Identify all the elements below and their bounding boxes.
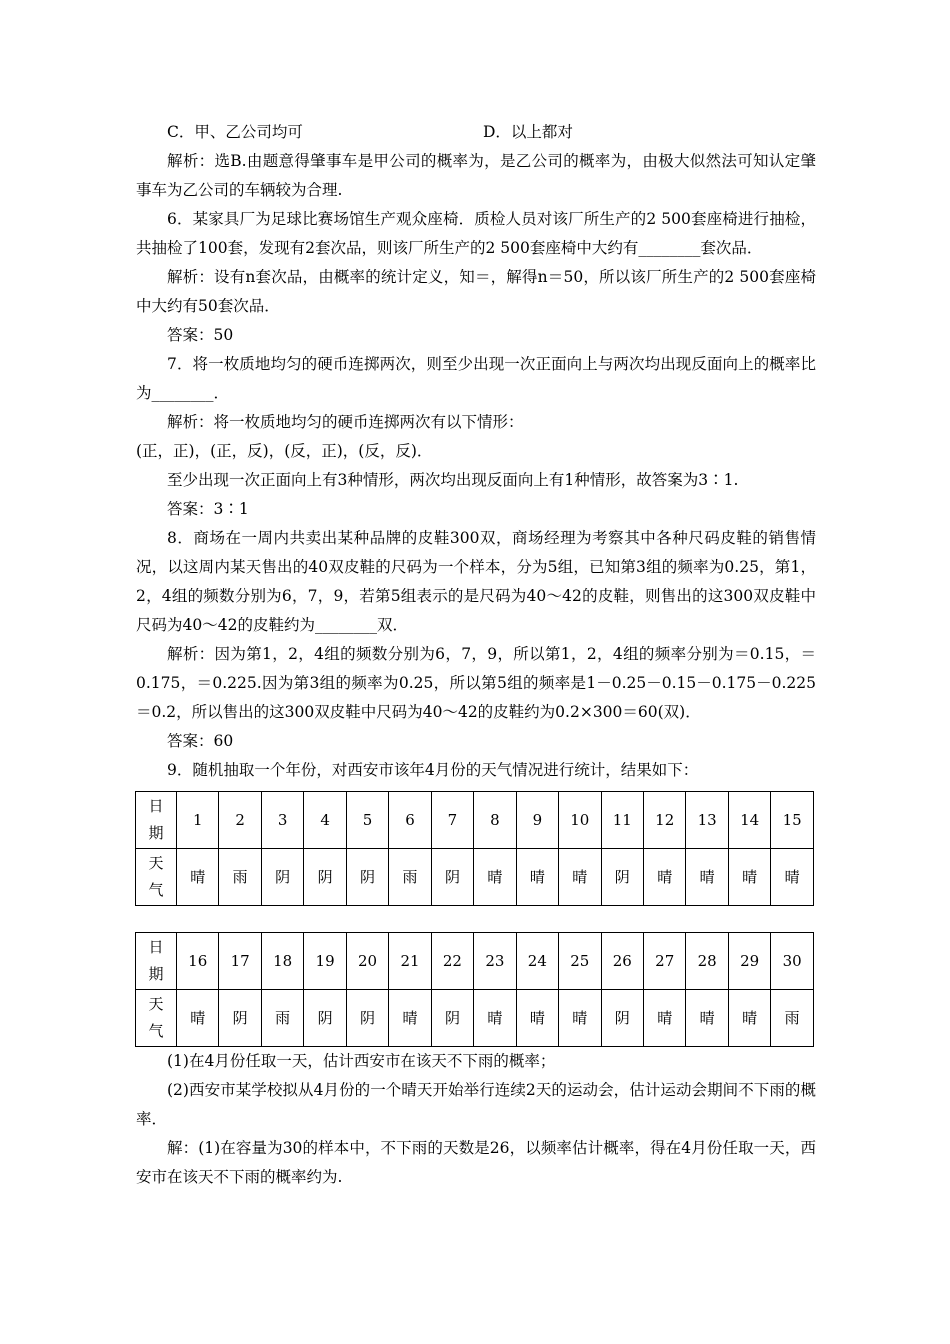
- document-page: [136, 118, 816, 1192]
- table-cell: 25: [559, 933, 601, 990]
- table-cell: 晴: [686, 990, 728, 1047]
- table-cell: 晴: [389, 990, 431, 1047]
- weather-table-1: [135, 791, 814, 906]
- table-cell: 2: [219, 792, 261, 849]
- table-cell: 晴: [559, 849, 601, 906]
- row-label-date: 日 期: [136, 792, 177, 849]
- q6-stem: 6．某家具厂为足球比赛场馆生产观众座椅．质检人员对该厂所生产的2 500套座椅进行抽检，共抽检了100套，发现有2套次品，则该厂所生产的2 500套座椅中大约有________套次品．: [136, 210, 816, 257]
- table-cell: 19: [304, 933, 346, 990]
- table-cell: 24: [516, 933, 558, 990]
- table-cell: 21: [389, 933, 431, 990]
- table-cell: 雨: [219, 849, 261, 906]
- table-cell: 15: [771, 792, 814, 849]
- table-cell: 22: [431, 933, 473, 990]
- q9-solution: 解：(1)在容量为30的样本中，不下雨的天数是26，以频率估计概率，得在4月份任取一天，西安市在该天不下雨的概率约为.: [136, 1139, 816, 1186]
- table-row-dates: [136, 792, 814, 849]
- table-cell: 阴: [431, 990, 473, 1047]
- table-row-dates: [136, 933, 814, 990]
- table-cell: 14: [728, 792, 770, 849]
- q9-sub1: (1)在4月份任取一天，估计西安市在该天不下雨的概率；: [167, 1052, 556, 1070]
- q9-sub2: (2)西安市某学校拟从4月份的一个晴天开始举行连续2天的运动会，估计运动会期间不下雨的概率．: [136, 1081, 816, 1128]
- table-cell: 11: [601, 792, 643, 849]
- table-cell: 18: [261, 933, 303, 990]
- q5-options: [136, 118, 816, 147]
- table-cell: 阴: [219, 990, 261, 1047]
- row-label-weather: 天 气: [136, 990, 177, 1047]
- table-cell: 晴: [643, 849, 685, 906]
- table-cell: 4: [304, 792, 346, 849]
- table-cell: 晴: [177, 849, 219, 906]
- q7-answer: 答案：3∶1: [167, 500, 249, 518]
- table-cell: 晴: [728, 990, 770, 1047]
- table-cell: 7: [431, 792, 473, 849]
- table-cell: 阴: [601, 849, 643, 906]
- table-cell: 晴: [559, 990, 601, 1047]
- table-gap: [136, 906, 816, 932]
- table-cell: 阴: [304, 849, 346, 906]
- table-cell: 30: [771, 933, 814, 990]
- table-cell: 26: [601, 933, 643, 990]
- table-cell: 16: [177, 933, 219, 990]
- option-d: D．以上都对: [483, 123, 573, 141]
- table-cell: 晴: [643, 990, 685, 1047]
- table-cell: 晴: [177, 990, 219, 1047]
- table-cell: 雨: [389, 849, 431, 906]
- table-cell: 9: [516, 792, 558, 849]
- table-cell: 29: [728, 933, 770, 990]
- table-cell: 5: [346, 792, 388, 849]
- table-cell: 12: [643, 792, 685, 849]
- table-cell: 晴: [771, 849, 814, 906]
- table-cell: 晴: [474, 990, 516, 1047]
- table-row-weather: [136, 990, 814, 1047]
- q9-stem: 9．随机抽取一个年份，对西安市该年4月份的天气情况进行统计，结果如下：: [167, 761, 699, 779]
- table-cell: 10: [559, 792, 601, 849]
- q8-analysis: 解析：因为第1，2，4组的频数分别为6，7，9，所以第1，2，4组的频率分别为＝0.15，＝0.175，＝0.225.因为第3组的频率为0.25，所以第5组的频率是1－0.25－0.15－0.175－0.225＝0.2，所以售出的这300双皮鞋中尺码为40～42的皮鞋约为0.2×300＝60(双)．: [136, 645, 816, 721]
- table-row-weather: [136, 849, 814, 906]
- table-cell: 27: [643, 933, 685, 990]
- q6-answer: 答案：50: [167, 326, 234, 344]
- table-cell: 3: [261, 792, 303, 849]
- q6-analysis: 解析：设有n套次品，由概率的统计定义，知＝，解得n＝50，所以该厂所生产的2 500套座椅中大约有50套次品．: [136, 268, 816, 315]
- table-cell: 阴: [346, 990, 388, 1047]
- q7-analysis: 解析：将一枚质地均匀的硬币连掷两次有以下情形：: [167, 413, 524, 431]
- q7-stem: 7．将一枚质地均匀的硬币连掷两次，则至少出现一次正面向上与两次均出现反面向上的概率比为________．: [136, 355, 816, 402]
- table-cell: 20: [346, 933, 388, 990]
- table-cell: 晴: [516, 849, 558, 906]
- table-cell: 晴: [728, 849, 770, 906]
- table-cell: 晴: [686, 849, 728, 906]
- table-cell: 阴: [431, 849, 473, 906]
- option-c: C．甲、乙公司均可: [167, 123, 303, 141]
- table-cell: 13: [686, 792, 728, 849]
- table-cell: 阴: [346, 849, 388, 906]
- table-cell: 1: [177, 792, 219, 849]
- table-cell: 阴: [261, 849, 303, 906]
- q8-answer: 答案：60: [167, 732, 234, 750]
- table-cell: 雨: [771, 990, 814, 1047]
- q5-analysis: 解析：选B.由题意得肇事车是甲公司的概率为，是乙公司的概率为，由极大似然法可知认定肇事车为乙公司的车辆较为合理.: [136, 152, 816, 199]
- row-label-weather: 天 气: [136, 849, 177, 906]
- q7-conclusion: 至少出现一次正面向上有3种情形，两次均出现反面向上有1种情形，故答案为3∶1.: [167, 471, 739, 489]
- weather-table-2: [135, 932, 814, 1047]
- table-cell: 晴: [474, 849, 516, 906]
- table-cell: 17: [219, 933, 261, 990]
- table-cell: 28: [686, 933, 728, 990]
- row-label-date: 日 期: [136, 933, 177, 990]
- q8-stem: 8．商场在一周内共卖出某种品牌的皮鞋300双，商场经理为考察其中各种尺码皮鞋的销售情况，以这周内某天售出的40双皮鞋的尺码为一个样本，分为5组，已知第3组的频率为0.25，第1，2，4组的频数分别为6，7，9，若第5组表示的是尺码为40～42的皮鞋，则售出的这300双皮鞋中尺码为40～42的皮鞋约为________双．: [136, 529, 816, 634]
- table-cell: 雨: [261, 990, 303, 1047]
- table-cell: 阴: [601, 990, 643, 1047]
- table-cell: 晴: [516, 990, 558, 1047]
- table-cell: 23: [474, 933, 516, 990]
- table-cell: 6: [389, 792, 431, 849]
- table-cell: 8: [474, 792, 516, 849]
- table-cell: 阴: [304, 990, 346, 1047]
- q7-cases: (正，正)，(正，反)，(反，正)，(反，反)．: [136, 442, 433, 460]
